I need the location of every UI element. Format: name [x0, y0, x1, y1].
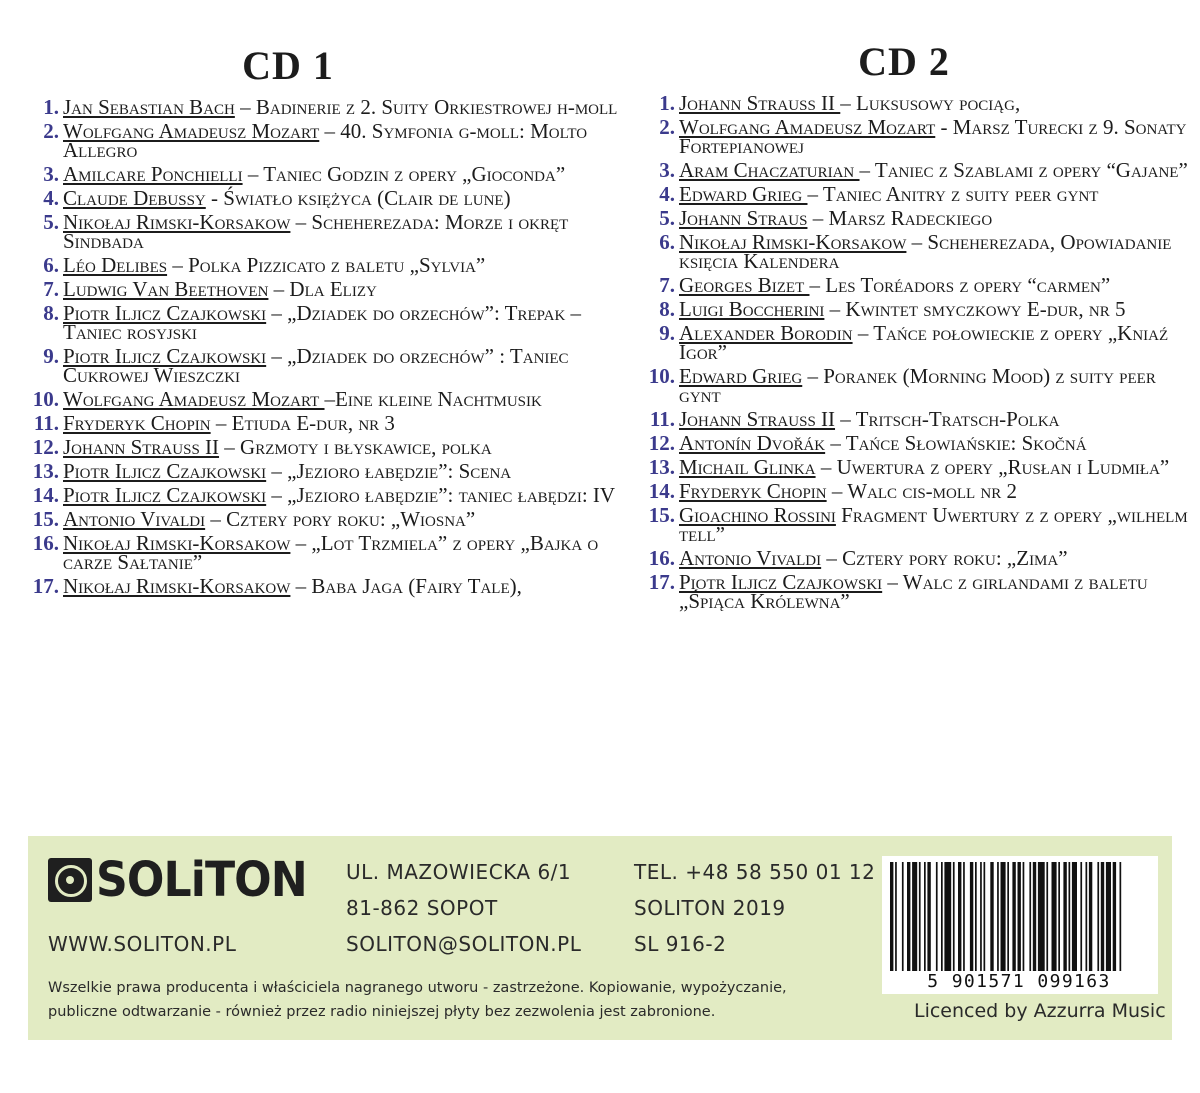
track-text — [679, 479, 1196, 503]
track-item — [28, 574, 618, 598]
track-number: 17. — [648, 570, 675, 594]
track-number: 15. — [648, 503, 675, 527]
work-title: – Walc cis-moll nr 2 — [826, 479, 1017, 503]
composer-name: Ludwig Van Beethoven — [63, 277, 269, 301]
track-text — [63, 435, 618, 459]
track-item — [28, 95, 618, 119]
rights-notice — [48, 976, 838, 1024]
track-number: 8. — [43, 301, 59, 325]
cd2-track-list — [644, 91, 1196, 613]
track-item — [28, 119, 618, 162]
work-title: – „Dziadek do orzechów”: Trepak – Taniec rosyjski — [63, 301, 582, 344]
track-text — [63, 301, 618, 344]
track-text — [63, 210, 618, 253]
track-number: 2. — [43, 119, 59, 143]
track-number: 2. — [659, 115, 675, 139]
work-title: – 40. Symfonia g-moll: Molto Allegro — [63, 119, 588, 162]
track-number: 6. — [659, 230, 675, 254]
work-title: - Marsz Turecki z 9. Sonaty Fortepianowej — [679, 115, 1187, 158]
track-item — [644, 273, 1196, 297]
composer-name: Johann Strauss II — [679, 91, 841, 115]
work-title: – Walc z girlandami z baletu „Śpiąca Królewna” — [679, 570, 1148, 613]
track-item — [28, 253, 618, 277]
work-title: - Światło księżyca (Clair de lune) — [205, 186, 511, 210]
track-item — [28, 411, 618, 435]
track-item — [28, 344, 618, 387]
track-item — [644, 230, 1196, 273]
track-item — [28, 483, 618, 507]
track-text — [63, 253, 618, 277]
track-text — [679, 91, 1196, 115]
track-item — [28, 459, 618, 483]
composer-name: Piotr Iljicz Czajkowski — [63, 344, 267, 368]
track-item — [28, 162, 618, 186]
track-number: 4. — [659, 182, 675, 206]
composer-name: Amilcare Ponchielli — [63, 162, 243, 186]
track-text — [679, 455, 1196, 479]
composer-name: Gioachino Rossini — [679, 503, 836, 527]
track-text — [679, 230, 1196, 273]
track-text — [63, 531, 618, 574]
composer-name: Léo Delibes — [63, 253, 168, 277]
track-number: 11. — [649, 407, 675, 431]
track-number: 1. — [659, 91, 675, 115]
logo-text: SOLiTON — [96, 852, 307, 908]
composer-name: Antonio Vivaldi — [63, 507, 206, 531]
work-title: – Uwertura z opery „Rusłan i Ludmiła” — [815, 455, 1170, 479]
track-number: 7. — [659, 273, 675, 297]
track-number: 10. — [648, 364, 675, 388]
track-number: 3. — [659, 158, 675, 182]
track-item — [28, 387, 618, 411]
email-link[interactable]: SOLITON@SOLITON.PL — [346, 932, 582, 956]
work-title: – Polka Pizzicato z baletu „Sylvia” — [167, 253, 486, 277]
composer-name: Johann Straus — [679, 206, 808, 230]
track-item — [644, 479, 1196, 503]
track-text — [63, 344, 618, 387]
track-text — [679, 321, 1196, 364]
track-number: 15. — [32, 507, 59, 531]
work-title: – Tańce połowieckie z opery „Kniaź Igor” — [679, 321, 1169, 364]
composer-name: Michail Glinka — [679, 455, 816, 479]
composer-name: Johann Strauss II — [679, 407, 836, 431]
track-number: 12. — [32, 435, 59, 459]
track-text — [63, 507, 618, 531]
track-text — [679, 182, 1196, 206]
telephone: TEL. +48 58 550 01 12 — [634, 860, 876, 884]
composer-name: Piotr Iljicz Czajkowski — [679, 570, 883, 594]
work-title: – Kwintet smyczkowy E-dur, nr 5 — [824, 297, 1126, 321]
composer-name: Luigi Boccherini — [679, 297, 825, 321]
barcode — [882, 856, 1158, 994]
work-title: –Eine kleine Nachtmusik — [324, 387, 542, 411]
work-title: – Poranek (Morning Mood) z suity peer gynt — [679, 364, 1156, 407]
soliton-logo — [48, 852, 325, 908]
work-title: – „Jezioro łabędzie”: Scena — [266, 459, 512, 483]
track-number: 5. — [43, 210, 59, 234]
track-number: 8. — [659, 297, 675, 321]
track-number: 13. — [648, 455, 675, 479]
track-text — [63, 119, 618, 162]
licence-note: Licenced by Azzurra Music — [914, 1000, 1166, 1022]
track-item — [644, 407, 1196, 431]
work-title: – Les Toréadors z opery “carmen” — [809, 273, 1111, 297]
track-text — [63, 483, 618, 507]
track-text — [679, 407, 1196, 431]
cd1-column — [28, 44, 618, 601]
track-text — [63, 459, 618, 483]
copyright-year: SOLITON 2019 — [634, 896, 786, 920]
cd2-column — [644, 40, 1196, 616]
track-number: 4. — [43, 186, 59, 210]
track-number: 17. — [32, 574, 59, 598]
track-item — [644, 455, 1196, 479]
track-number: 10. — [32, 387, 59, 411]
composer-name: Fryderyk Chopin — [63, 411, 211, 435]
footer-panel — [28, 836, 1172, 1040]
track-item — [28, 531, 618, 574]
address-city: 81-862 SOPOT — [346, 896, 498, 920]
composer-name: Aram Chaczaturian — [679, 158, 860, 182]
work-title: – Cztery pory roku: „Zima” — [821, 546, 1068, 570]
track-item — [644, 115, 1196, 158]
track-number: 7. — [43, 277, 59, 301]
track-item — [644, 297, 1196, 321]
composer-name: Piotr Iljicz Czajkowski — [63, 301, 267, 325]
track-text — [679, 364, 1196, 407]
track-number: 11. — [33, 411, 59, 435]
track-item — [28, 277, 618, 301]
track-item — [644, 321, 1196, 364]
work-title: – „Dziadek do orzechów” : Taniec Cukrowej Wieszczki — [63, 344, 569, 387]
cd1-title: CD 1 — [242, 43, 334, 88]
work-title: – Badinerie z 2. Suity Orkiestrowej h-moll — [234, 95, 618, 119]
track-text — [63, 186, 618, 210]
track-number: 9. — [43, 344, 59, 368]
rights-line-2: publiczne odtwarzanie - również przez radio niniejszej płyty bez zezwolenia jest zabronione. — [48, 1004, 716, 1020]
composer-name: Edward Grieg — [679, 182, 808, 206]
composer-name: Johann Strauss II — [63, 435, 220, 459]
track-text — [679, 115, 1196, 158]
composer-name: Nikołaj Rimski-Korsakow — [679, 230, 907, 254]
composer-name: Nikołaj Rimski-Korsakow — [63, 531, 291, 555]
track-number: 12. — [648, 431, 675, 455]
rights-line-1: Wszelkie prawa producenta i właściciela nagranego utworu - zastrzeżone. Kopiowanie, wypożyczanie, — [48, 980, 787, 996]
track-item — [28, 435, 618, 459]
track-number: 13. — [32, 459, 59, 483]
track-number: 1. — [43, 95, 59, 119]
composer-name: Edward Grieg — [679, 364, 803, 388]
composer-name: Jan Sebastian Bach — [63, 95, 235, 119]
track-number: 14. — [648, 479, 675, 503]
work-title: – Dla Elizy — [268, 277, 377, 301]
work-title: – Luksusowy pociąg, — [840, 91, 1021, 115]
composer-name: Wolfgang Amadeusz Mozart — [63, 387, 325, 411]
composer-name: Nikołaj Rimski-Korsakow — [63, 210, 291, 234]
track-number: 16. — [648, 546, 675, 570]
track-number: 5. — [659, 206, 675, 230]
speaker-icon — [48, 858, 92, 902]
composer-name: Piotr Iljicz Czajkowski — [63, 483, 267, 507]
catalog-number: SL 916-2 — [634, 932, 727, 956]
composer-name: Alexander Borodin — [679, 321, 853, 345]
cd1-track-list — [28, 95, 618, 598]
work-title: – Taniec Godzin z opery „Gioconda” — [242, 162, 566, 186]
cd2-title: CD 2 — [858, 39, 950, 84]
work-title: – Cztery pory roku: „Wiosna” — [205, 507, 476, 531]
work-title: – Taniec Anitry z suity peer gynt — [807, 182, 1099, 206]
work-title: – „Jezioro łabędzie”: taniec łabędzi: IV — [266, 483, 616, 507]
track-item — [644, 158, 1196, 182]
track-text — [679, 297, 1196, 321]
track-text — [679, 273, 1196, 297]
track-number: 6. — [43, 253, 59, 277]
track-item — [644, 182, 1196, 206]
work-title: – Taniec z Szablami z opery “Gajane” — [859, 158, 1188, 182]
composer-name: Antonín Dvořák — [679, 431, 826, 455]
composer-name: Claude Debussy — [63, 186, 206, 210]
work-title: Fragment Uwertury z z opery „wilhelm tell” — [679, 503, 1188, 546]
work-title: – Scheherezada: Morze i okręt Sindbada — [63, 210, 569, 253]
track-number: 9. — [659, 321, 675, 345]
track-number: 3. — [43, 162, 59, 186]
work-title: – Scheherezada, Opowiadanie księcia Kalendera — [679, 230, 1172, 273]
track-number: 14. — [32, 483, 59, 507]
track-item — [644, 431, 1196, 455]
track-item — [644, 206, 1196, 230]
composer-name: Piotr Iljicz Czajkowski — [63, 459, 267, 483]
address-street: UL. MAZOWIECKA 6/1 — [346, 860, 572, 884]
track-text — [63, 574, 618, 598]
composer-name: Antonio Vivaldi — [679, 546, 822, 570]
composer-name: Wolfgang Amadeusz Mozart — [679, 115, 936, 139]
work-title: – Tritsch-Tratsch-Polka — [835, 407, 1060, 431]
composer-name: Nikołaj Rimski-Korsakow — [63, 574, 291, 598]
track-text — [679, 431, 1196, 455]
track-text — [679, 158, 1196, 182]
website-link[interactable]: WWW.SOLITON.PL — [48, 932, 237, 956]
track-item — [28, 301, 618, 344]
track-text — [63, 387, 618, 411]
work-title: – „Lot Trzmiela” z opery „Bajka o carze Sałtanie” — [63, 531, 599, 574]
track-text — [63, 411, 618, 435]
work-title: – Tańce Słowiańskie: Skočná — [825, 431, 1087, 455]
track-item — [644, 570, 1196, 613]
composer-name: Georges Bizet — [679, 273, 810, 297]
track-text — [63, 162, 618, 186]
track-item — [28, 186, 618, 210]
track-item — [644, 546, 1196, 570]
track-item — [644, 364, 1196, 407]
track-number: 16. — [32, 531, 59, 555]
track-item — [644, 503, 1196, 546]
track-item — [644, 91, 1196, 115]
work-title: – Etiuda E-dur, nr 3 — [210, 411, 395, 435]
composer-name: Wolfgang Amadeusz Mozart — [63, 119, 320, 143]
track-text — [63, 95, 618, 119]
composer-name: Fryderyk Chopin — [679, 479, 827, 503]
track-text — [679, 546, 1196, 570]
work-title: – Baba Jaga (Fairy Tale), — [290, 574, 522, 598]
work-title: – Grzmoty i błyskawice, polka — [219, 435, 492, 459]
track-item — [28, 507, 618, 531]
track-text — [63, 277, 618, 301]
work-title: – Marsz Radeckiego — [807, 206, 993, 230]
track-text — [679, 570, 1196, 613]
barcode-digits: 5 901571 099163 — [888, 971, 1150, 992]
track-text — [679, 503, 1196, 546]
track-item — [28, 210, 618, 253]
track-text — [679, 206, 1196, 230]
